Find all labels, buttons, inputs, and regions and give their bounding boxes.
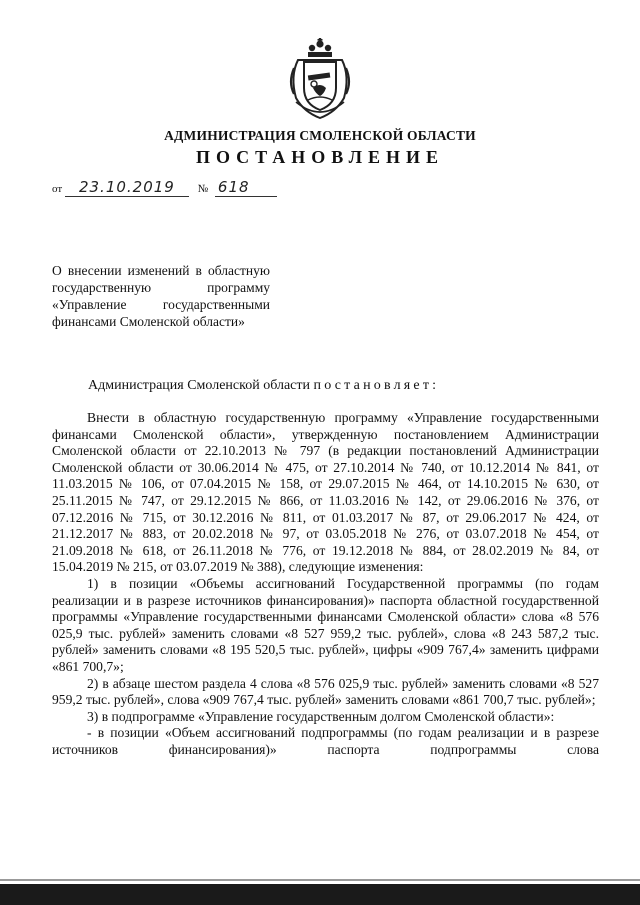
number-value: 618: [217, 178, 250, 196]
number-underline: [215, 180, 277, 197]
scan-edge-line: [0, 879, 640, 881]
preamble: [88, 378, 439, 394]
body-paragraph: 3) в подпрограмме «Управление государственным долгом Смоленской области»:: [87, 708, 555, 724]
scan-bottom-edge: [0, 884, 640, 905]
body-paragraph: 2) в абзаце шестом раздела 4 слова «8 576 025,9 тыс. рублей» заменить словами «8 527 959,2 тыс. рублей», слова «909 767,4 тыс. рублей» заменить словами «861 700,7 тыс. рублей»;: [52, 675, 599, 708]
document-subject: О внесении изменений в областную государственную программу «Управление государственными финансами Смоленской области»: [52, 263, 270, 329]
document-type-title: ПОСТАНОВЛЕНИЕ: [195, 147, 445, 167]
number-prefix: №: [197, 183, 209, 195]
document-body: [52, 410, 599, 758]
preamble-subject: Администрация Смоленской области: [88, 378, 311, 393]
date-number-line: [52, 180, 277, 197]
body-paragraph: Внести в областную государственную программу «Управление государственными финансами Смоленской области», утвержденную постановлением Администрации Смоленской области от 22.10.2013 № 797 (в редакции постановлений Администрации Смоленской области от 30.06.2014 № 475, от 27.10.2014 № 740, от 10.12.2014 № 841, от 11.03.2015 № 106, от 07.04.2015 № 158, от 29.07.2015 № 464, от 14.10.2015 № 630, от 25.11.2015 № 747, от 29.12.2015 № 866, от 11.03.2016 № 142, от 29.06.2016 № 376, от 07.12.2016 № 715, от 30.12.2016 № 811, от 01.03.2017 № 87, от 29.06.2017 № 424, от 21.12.2017 № 883, от 20.02.2018 № 97, от 03.05.2018 № 276, от 03.07.2018 № 454, от 21.09.2018 № 618, от 26.11.2018 № 776, от 19.12.2018 № 884, от 28.02.2019 № 84, от 15.04.2019 № 215, от 03.07.2019 № 388), следующие изменения:: [52, 410, 599, 575]
date-underline: [65, 180, 189, 197]
organization-title: АДМИНИСТРАЦИЯ СМОЛЕНСКОЙ ОБЛАСТИ: [164, 128, 476, 143]
body-paragraph: 1) в позиции «Объемы ассигнований Государственной программы (по годам реализации и в разрезе источников финансирования)» паспорта областной государственной программы «Управление государственными финансами Смоленской области» слова «8 576 025,9 тыс. рублей» заменить словами «8 527 959,2 тыс. рублей», слова «8 243 587,2 тыс. рублей» заменить словами «8 195 520,5 тыс. рублей», цифры «909 767,4» заменить цифрами «861 700,7»;: [52, 575, 599, 674]
coat-of-arms-icon: [286, 38, 354, 120]
body-paragraph: - в позиции «Объем ассигнований подпрограммы (по годам реализации и в разрезе источников финансирования)» паспорта подпрограммы слова: [52, 725, 599, 757]
date-value: 23.10.2019: [78, 178, 175, 196]
date-prefix: от: [52, 183, 63, 195]
preamble-verb: постановляет:: [313, 378, 440, 393]
